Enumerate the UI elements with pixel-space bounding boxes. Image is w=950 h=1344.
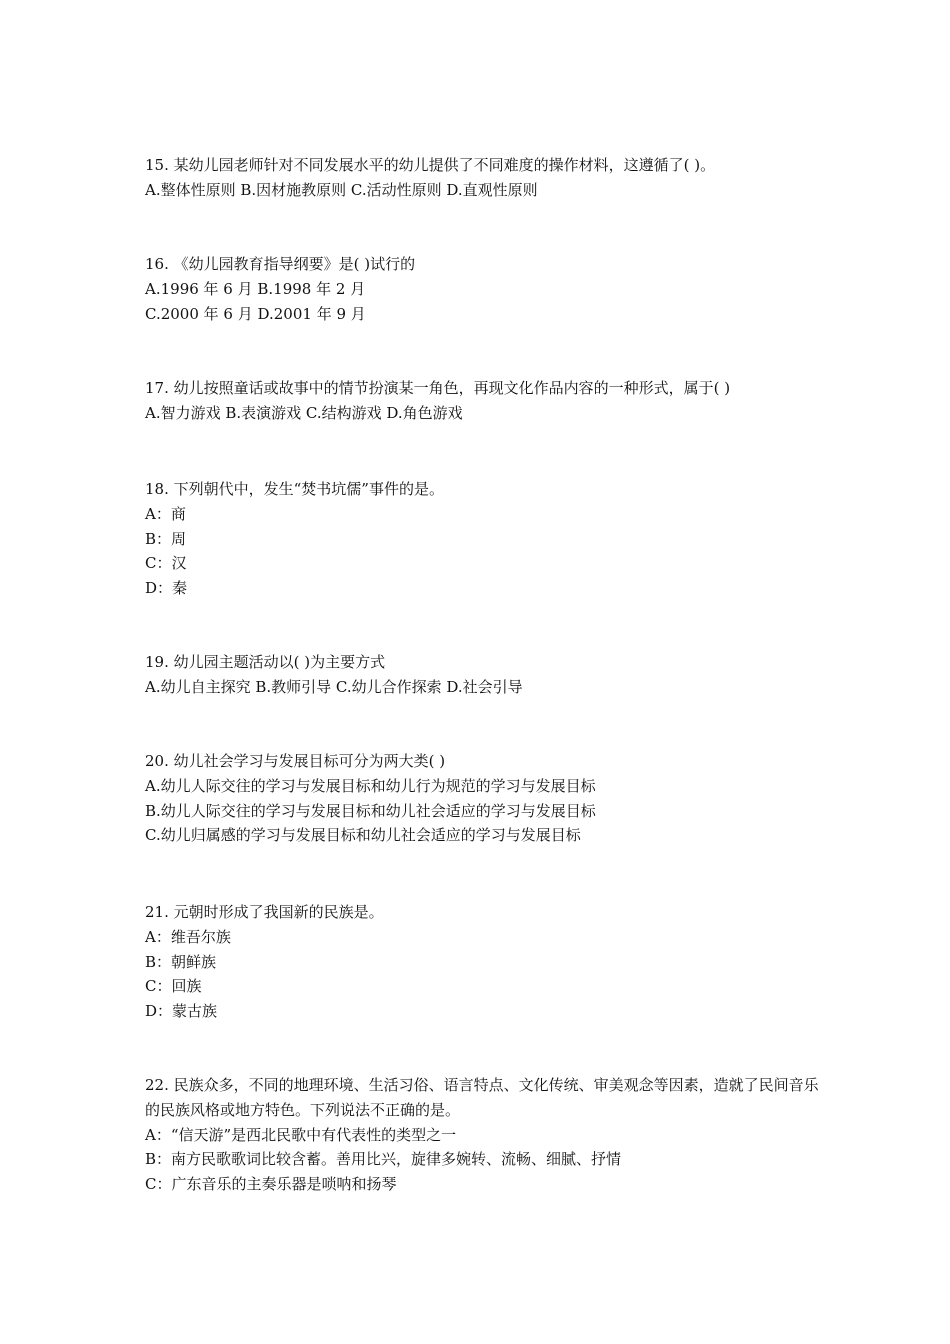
question-20 [145,749,825,848]
question-19 [145,650,825,700]
option-a: A.幼儿人际交往的学习与发展目标和幼儿行为规范的学习与发展目标 [145,776,596,795]
option-d: D：蒙古族 [145,1002,218,1021]
option-c: C：回族 [145,977,202,996]
option-b: B：周 [145,529,187,548]
option-b: B：南方民歌歌词比较含蓄。善用比兴，旋律多婉转、流畅、细腻、抒情 [145,1150,622,1169]
option-b: B：朝鲜族 [145,952,217,971]
question-options: A.整体性原则 B.因材施教原则 C.活动性原则 D.直观性原则 [145,180,538,199]
option-b: B.幼儿人际交往的学习与发展目标和幼儿社会适应的学习与发展目标 [145,801,596,820]
question-stem: 18. 下列朝代中，发生“焚书坑儒”事件的是。 [145,480,444,498]
question-stem: 21. 元朝时形成了我国新的民族是。 [145,903,384,921]
option-a: A：商 [145,504,186,523]
question-stem: 17. 幼儿按照童话或故事中的情节扮演某一角色，再现文化作品内容的一种形式，属于( ) [145,379,731,397]
option-c: C：汉 [145,554,187,573]
question-stem: 20. 幼儿社会学习与发展目标可分为两大类( ) [145,752,446,770]
option-d: D：秦 [145,579,188,598]
question-22 [145,1073,825,1197]
question-options: A.智力游戏 B.表演游戏 C.结构游戏 D.角色游戏 [145,403,463,422]
question-18 [145,477,825,601]
question-options: A.幼儿自主探究 B.教师引导 C.幼儿合作探索 D.社会引导 [145,677,523,696]
option-a: A：维吾尔族 [145,927,231,946]
question-21 [145,900,825,1024]
question-17 [145,376,825,426]
question-stem: 16. 《幼儿园教育指导纲要》是( )试行的 [145,255,416,273]
question-options: A.1996 年 6 月 B.1998 年 2 月 [145,279,366,298]
option-c: C.幼儿归属感的学习与发展目标和幼儿社会适应的学习与发展目标 [145,826,581,845]
question-stem: 19. 幼儿园主题活动以( )为主要方式 [145,653,386,671]
question-options: C.2000 年 6 月 D.2001 年 9 月 [145,304,366,323]
option-a: A：“信天游”是西北民歌中有代表性的类型之一 [145,1125,457,1144]
question-16 [145,252,825,326]
question-stem: 22. 民族众多，不同的地理环境、生活习俗、语言特点、文化传统、审美观念等因素，造就了民间音乐的民族风格或地方特色。下列说法不正确的是。 [145,1076,819,1119]
question-stem: 15. 某幼儿园老师针对不同发展水平的幼儿提供了不同难度的操作材料，这遵循了( )。 [145,156,716,174]
question-15 [145,153,825,203]
option-c: C：广东音乐的主奏乐器是唢呐和扬琴 [145,1175,397,1194]
